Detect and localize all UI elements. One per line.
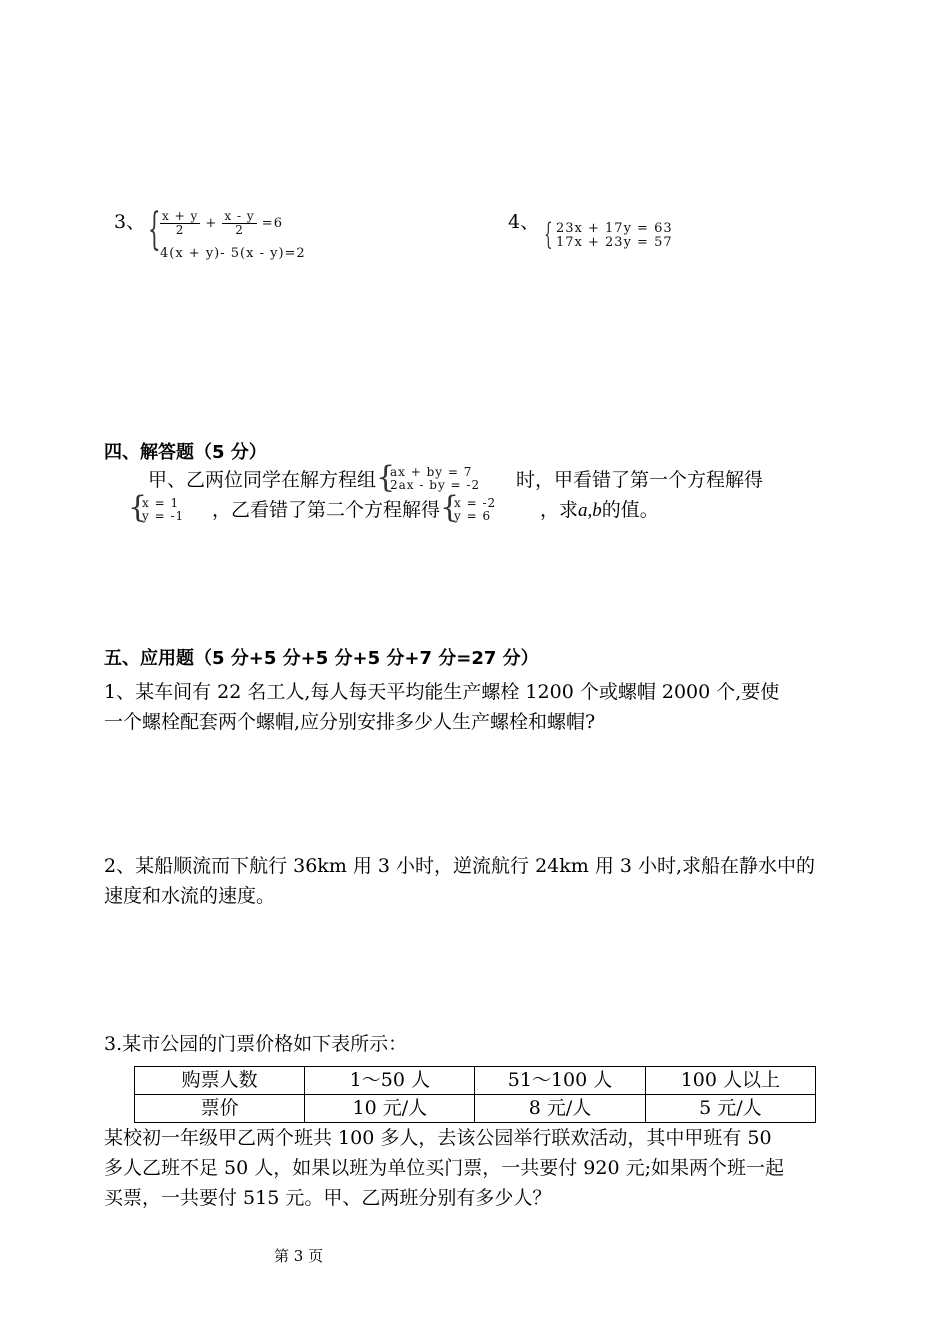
problem-4-number: 4、	[508, 211, 540, 233]
section-4-equation-system: { ax + by = 7 2ax - by = -2	[376, 460, 481, 495]
question-3-line-2: 多人乙班不足 50 人，如果以班为单位买门票，一共要付 920 元;如果两个班一起	[104, 1157, 785, 1179]
left-brace: {	[148, 204, 161, 255]
ticket-price-table	[134, 1066, 816, 1123]
table-cell: 5 元/人	[645, 1095, 815, 1123]
table-header-row	[135, 1067, 816, 1095]
question-1-line-2: 一个螺栓配套两个螺帽,应分别安排多少人生产螺栓和螺帽?	[104, 711, 596, 733]
table-cell: 100 人以上	[645, 1067, 815, 1095]
question-1-line-1: 1、某车间有 22 名工人,每人每天平均能生产螺栓 1200 个或螺帽 2000 个,要使	[104, 681, 780, 703]
problem-3-equation-1: $\frac{x + y}{2}$ + $\frac{x - y}{2}$ =6	[162, 209, 283, 237]
solution-1-system: { x = 1 y = -1	[128, 490, 185, 525]
question-2-line-2: 速度和水流的速度。	[104, 885, 276, 907]
section-4-heading: 四、解答题（5 分）	[104, 442, 267, 463]
question-3-line-1: 某校初一年级甲乙两个班共 100 多人，去该公园举行联欢活动，其中甲班有 50	[104, 1127, 772, 1149]
table-cell: 8 元/人	[475, 1095, 645, 1123]
problem-4-equation-2: 17x + 23y = 57	[556, 235, 673, 250]
fraction-a: $\frac{x + y}{2}$	[162, 209, 199, 237]
table-cell: 购票人数	[135, 1067, 305, 1095]
fraction-b: $\frac{x - y}{2}$	[224, 209, 255, 237]
problem-4-equation-1: 23x + 17y = 63	[556, 221, 673, 236]
problem-3-number: 3、	[114, 211, 146, 233]
left-brace: {	[544, 217, 553, 252]
page-number: 第 3 页	[274, 1247, 324, 1265]
problem-3-equation-system	[148, 204, 388, 268]
question-3-intro: 3.某市公园的门票价格如下表所示：	[104, 1033, 408, 1055]
problem-3-equation-2: 4(x + y)- 5(x - y)=2	[160, 246, 306, 261]
table-cell: 票价	[135, 1095, 305, 1123]
table-cell: 51～100 人	[475, 1067, 645, 1095]
table-cell: 10 元/人	[305, 1095, 475, 1123]
solution-2-system: { x = -2 y = 6	[440, 490, 497, 525]
question-2-line-1: 2、某船顺流而下航行 36km 用 3 小时，逆流航行 24km 用 3 小时,求船在静水中的	[104, 855, 816, 877]
problem-4-equation-system	[544, 217, 744, 254]
table-row	[135, 1095, 816, 1123]
table-cell: 1～50 人	[305, 1067, 475, 1095]
question-3-line-3: 买票，一共要付 515 元。甲、乙两班分别有多少人？	[104, 1187, 552, 1209]
section-5-heading: 五、应用题（5 分+5 分+5 分+5 分+7 分=27 分）	[104, 648, 539, 669]
section-4-line-2: { x = 1 y = -1 ，乙看错了第二个方程解得 { x = -2 y = 6 ，求a,b的值。	[128, 490, 659, 525]
section-4-line-1: 甲、乙两位同学在解方程组 { ax + by = 7 2ax - by = -2 时，甲看错了第一个方程解得	[148, 460, 764, 495]
